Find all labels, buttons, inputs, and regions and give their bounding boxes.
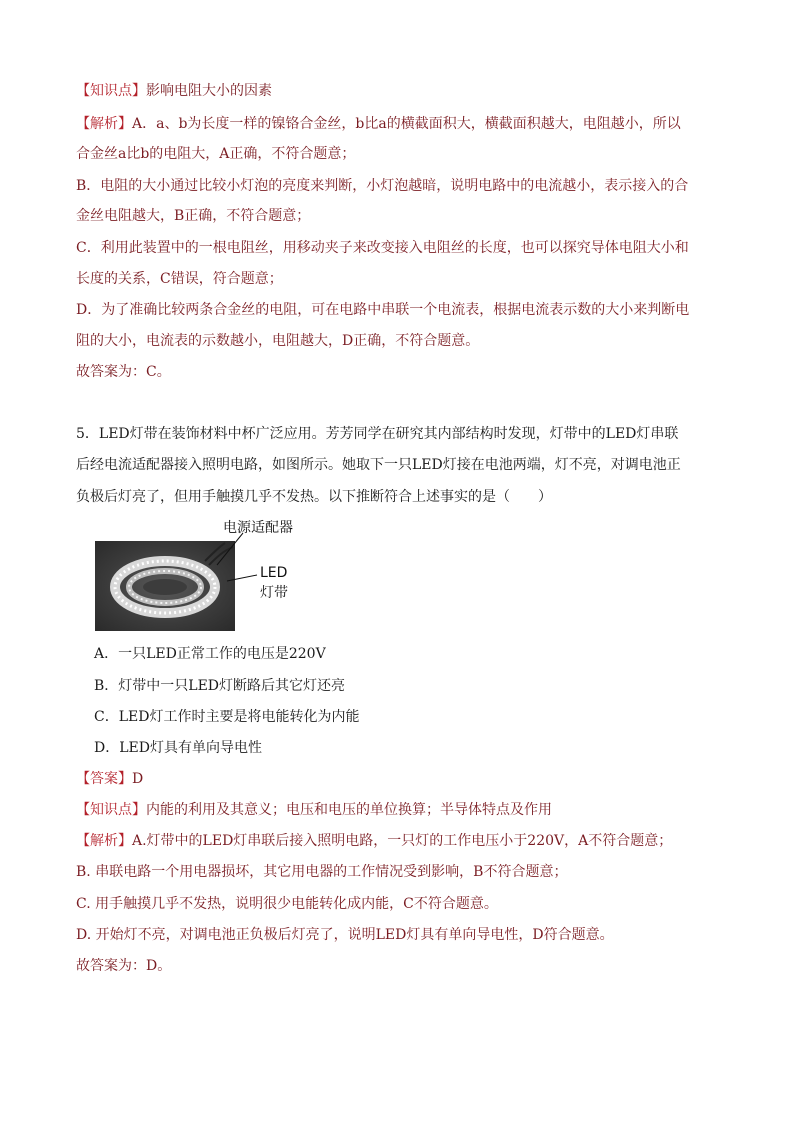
analysis-line: 阻的大小，电流表的示数越小，电阻越大，D正确，不符合题意。 (76, 333, 480, 349)
knowledge-point-line-2 (76, 799, 552, 821)
figure-label-led: LED (260, 565, 288, 581)
option-d: D．LED灯具有单向导电性 (94, 740, 262, 756)
question-stem-line: 负极后灯亮了，但用手触摸几乎不发热。以下推断符合上述事实的是（ ） (76, 489, 552, 505)
answer-line: 故答案为：D。 (76, 958, 172, 974)
analysis-label: 【解析】 (76, 116, 132, 132)
knowledge-point-text: 影响电阻大小的因素 (146, 83, 272, 99)
analysis-label: 【解析】 (76, 833, 132, 849)
analysis-line: B．电阻的大小通过比较小灯泡的亮度来判断，小灯泡越暗，说明电路中的电流越小，表示接入的合 (76, 178, 689, 194)
answer-row (76, 768, 143, 790)
answer-line: 故答案为：C。 (76, 364, 171, 380)
knowledge-point-label: 【知识点】 (76, 83, 146, 99)
knowledge-point-line-1 (76, 80, 272, 102)
analysis-line-1 (76, 113, 681, 135)
answer-value: D (132, 771, 144, 787)
analysis-line: B. 串联电路一个用电器损坏，其它用电器的工作情况受到影响，B不符合题意； (76, 864, 568, 880)
led-strip-figure (95, 515, 325, 633)
analysis-line: D．为了准确比较两条合金丝的电阻，可在电路中串联一个电流表，根据电流表示数的大小来判断电 (76, 302, 690, 318)
analysis-line: 长度的关系，C错误，符合题意； (76, 271, 283, 287)
knowledge-point-label: 【知识点】 (76, 802, 146, 818)
analysis-line: C. 用手触摸几乎不发热，说明很少电能转化成内能，C不符合题意。 (76, 896, 498, 912)
analysis-line: C．利用此装置中的一根电阻丝，用移动夹子来改变接入电阻丝的长度，也可以探究导体电阻大小和 (76, 240, 689, 256)
figure-label-strip: 灯带 (260, 585, 288, 601)
option-b: B．灯带中一只LED灯断路后其它灯还亮 (94, 678, 346, 694)
analysis-line-q5 (76, 830, 672, 852)
analysis-text: A.灯带中的LED灯串联后接入照明电路，一只灯的工作电压小于220V，A不符合题意； (132, 833, 673, 849)
option-c: C．LED灯工作时主要是将电能转化为内能 (94, 709, 360, 725)
analysis-line: 合金丝a比b的电阻大，A正确，不符合题意； (76, 146, 356, 162)
analysis-text: A．a、b为长度一样的镍铬合金丝，b比a的横截面积大，横截面积越大，电阻越小，所以 (132, 116, 681, 132)
analysis-line: D. 开始灯不亮，对调电池正负极后灯亮了，说明LED灯具有单向导电性，D符合题意。 (76, 927, 614, 943)
figure-label-adapter: 电源适配器 (223, 520, 293, 536)
knowledge-point-text: 内能的利用及其意义；电压和电压的单位换算；半导体特点及作用 (146, 802, 552, 818)
question-stem-line: 后经电流适配器接入照明电路，如图所示。她取下一只LED灯接在电池两端，灯不亮，对调电池正 (76, 457, 681, 473)
question-stem-line: 5．LED灯带在装饰材料中杯广泛应用。芳芳同学在研究其内部结构时发现，灯带中的LED灯串联 (76, 426, 679, 442)
option-a: A．一只LED正常工作的电压是220V (94, 646, 326, 662)
answer-label: 【答案】 (76, 771, 132, 787)
analysis-line: 金丝电阻越大，B正确，不符合题意； (76, 208, 311, 224)
